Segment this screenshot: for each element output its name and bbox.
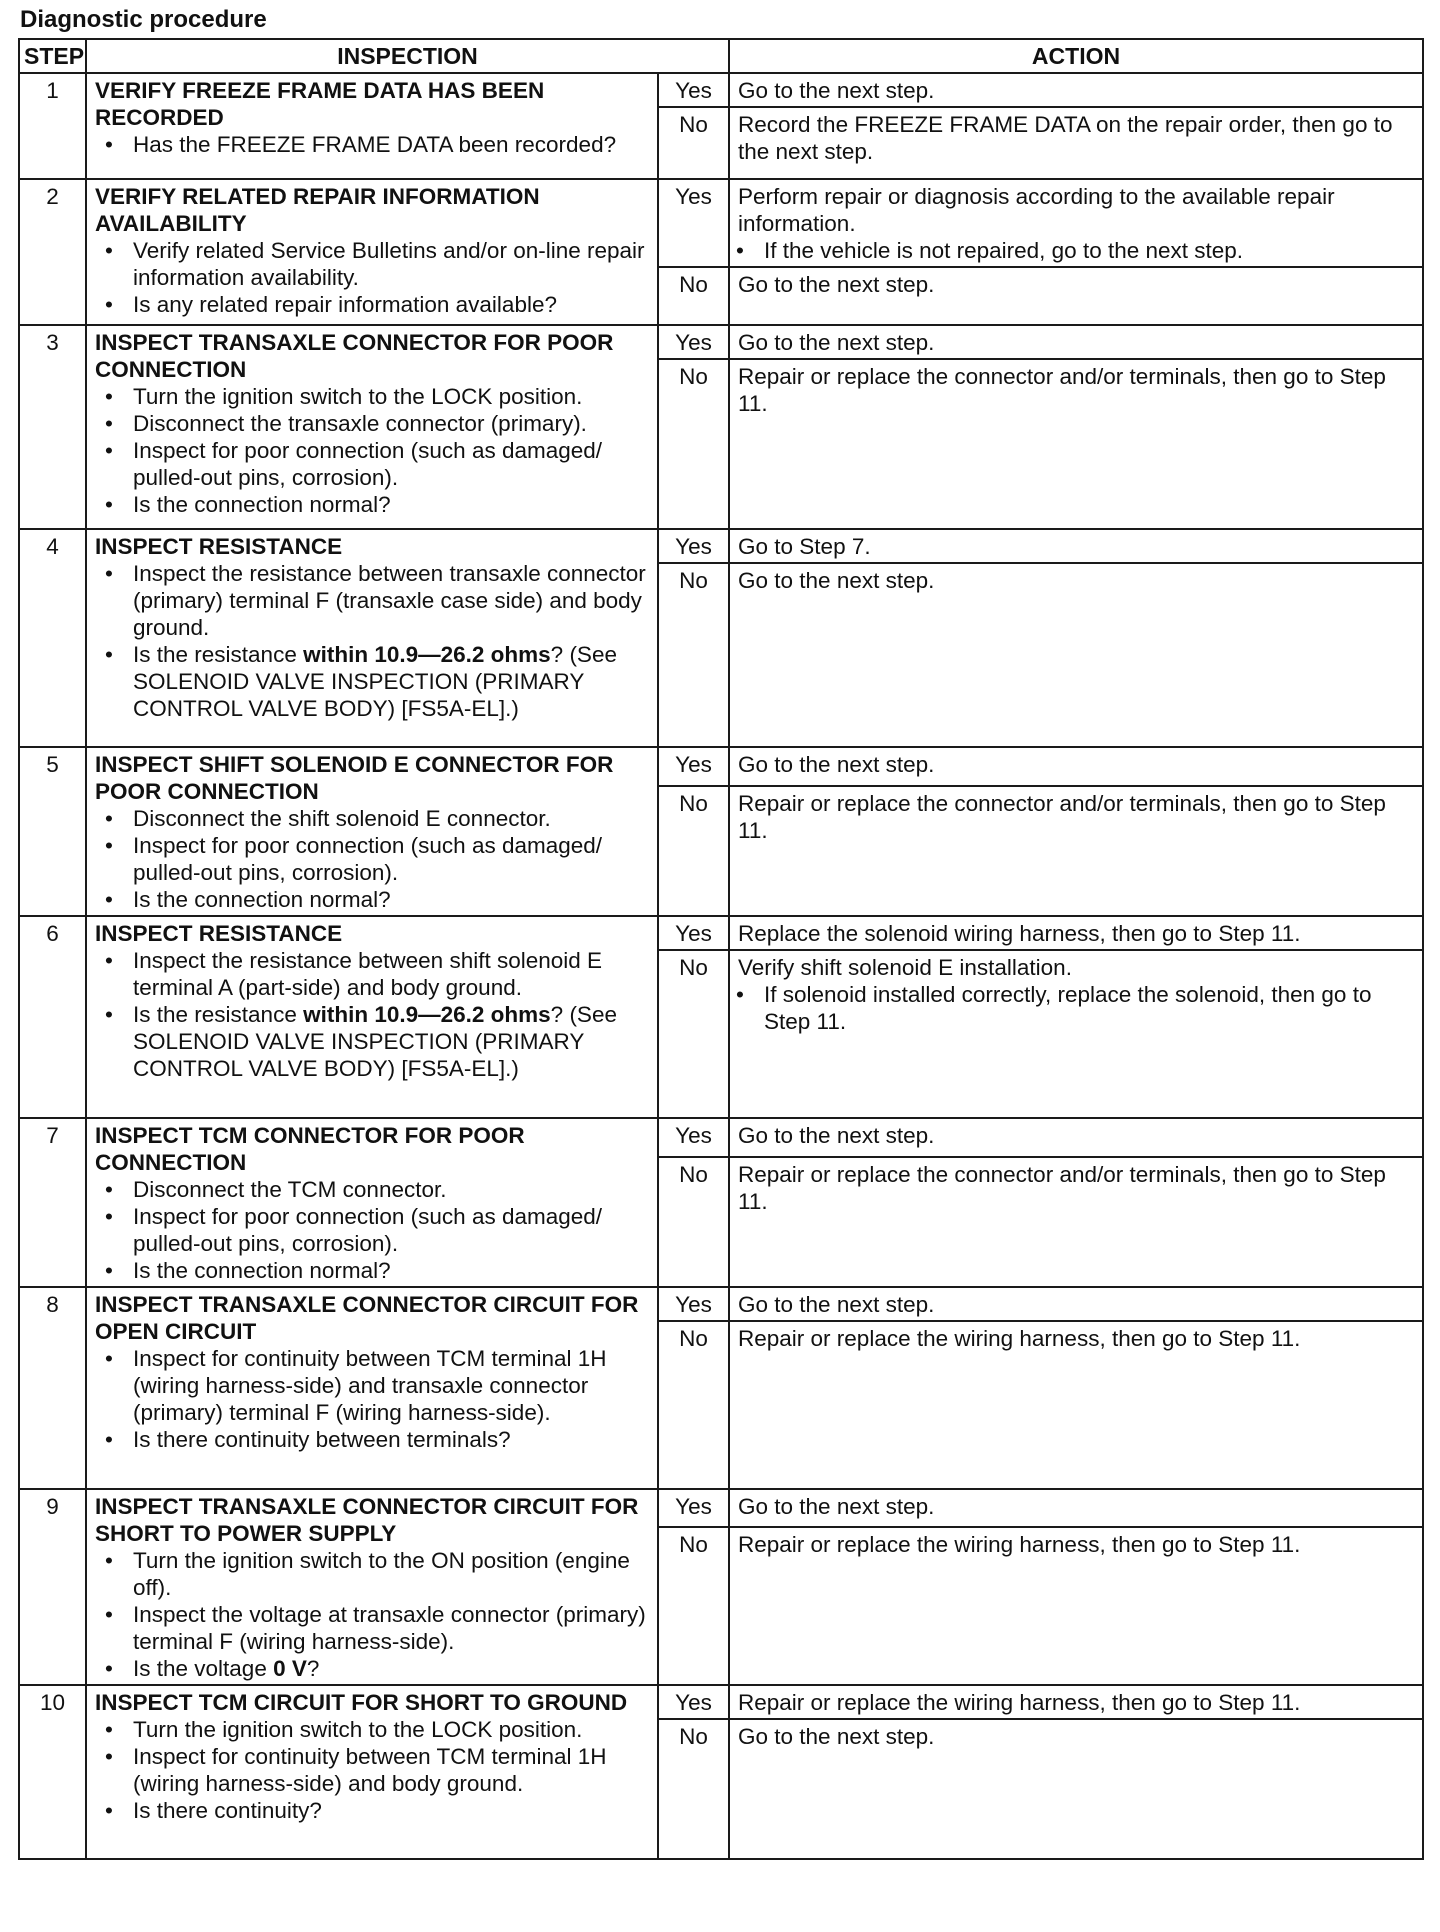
yes-action: Go to the next step. (729, 73, 1423, 107)
inspection-bullet (95, 641, 649, 722)
voltage-spec: 0 V (273, 1656, 307, 1681)
inspection-title: VERIFY RELATED REPAIR INFORMATION AVAILABILITY (95, 184, 540, 236)
bullet-text: Is the voltage (133, 1656, 274, 1681)
inspection-bullet: • Turn the ignition switch to the LOCK position. (95, 383, 649, 410)
inspection-bullet: • Turn the ignition switch to the LOCK position. (95, 1716, 649, 1743)
step-row (19, 179, 1423, 267)
header-step: STEP (19, 39, 86, 73)
inspection-title: INSPECT TRANSAXLE CONNECTOR CIRCUIT FOR OPEN CIRCUIT (95, 1292, 639, 1344)
inspection-title: INSPECT SHIFT SOLENOID E CONNECTOR FOR POOR CONNECTION (95, 752, 614, 804)
no-label: No (658, 950, 729, 1118)
no-label: No (658, 786, 729, 916)
inspection-bullet (95, 1001, 649, 1082)
resistance-spec: within 10.9—26.2 ohms (303, 1002, 551, 1027)
no-action: Record the FREEZE FRAME DATA on the repair order, then go to the next step. (729, 107, 1423, 179)
step-number: 4 (19, 529, 86, 747)
inspection-bullet: • Inspect for poor connection (such as damaged/ pulled-out pins, corrosion). (95, 1203, 649, 1257)
inspection-bullet: • Inspect the voltage at transaxle connector (primary) terminal F (wiring harness-side). (95, 1601, 649, 1655)
step-number: 3 (19, 325, 86, 529)
inspection-bullet (95, 1655, 649, 1682)
yes-label: Yes (658, 1685, 729, 1719)
diagnostic-table (18, 38, 1424, 1860)
yes-action-cell (729, 179, 1423, 267)
step-number: 6 (19, 916, 86, 1118)
step-row (19, 1118, 1423, 1157)
inspection-bullet: • Is there continuity? (95, 1797, 649, 1824)
inspection-bullet: • Has the FREEZE FRAME DATA been recorded? (95, 131, 649, 158)
reference-note: (See SOLENOID VALVE INSPECTION (PRIMARY CONTROL VALVE BODY) [FS5A-EL].) (133, 1002, 617, 1081)
step-number: 8 (19, 1287, 86, 1489)
step-row (19, 1489, 1423, 1527)
inspection-cell (86, 529, 658, 747)
bullet-text: Is the resistance (133, 1002, 304, 1027)
no-action: Repair or replace the connector and/or terminals, then go to Step 11. (729, 1157, 1423, 1287)
inspection-bullet: • Is the connection normal? (95, 1257, 649, 1284)
yes-label: Yes (658, 1118, 729, 1157)
inspection-cell (86, 1287, 658, 1489)
no-action: Repair or replace the connector and/or terminals, then go to Step 11. (729, 786, 1423, 916)
header-inspection: INSPECTION (86, 39, 729, 73)
inspection-cell (86, 916, 658, 1118)
step-row (19, 916, 1423, 950)
yes-action: Go to the next step. (729, 747, 1423, 786)
inspection-title: VERIFY FREEZE FRAME DATA HAS BEEN RECORDED (95, 78, 545, 130)
yes-label: Yes (658, 1287, 729, 1321)
no-action: Go to the next step. (729, 563, 1423, 747)
inspection-bullet: • Is the connection normal? (95, 491, 649, 518)
inspection-bullet: • Verify related Service Bulletins and/or on-line repair information availability. (95, 237, 649, 291)
yes-action: Perform repair or diagnosis according to the available repair information. (738, 184, 1335, 236)
reference-note: (See SOLENOID VALVE INSPECTION (PRIMARY CONTROL VALVE BODY) [FS5A-EL].) (133, 642, 617, 721)
bullet-text: ? (550, 1002, 564, 1027)
no-label: No (658, 267, 729, 325)
yes-label: Yes (658, 1489, 729, 1527)
no-label: No (658, 359, 729, 529)
step-row (19, 747, 1423, 786)
no-action: Go to the next step. (729, 1719, 1423, 1859)
step-number: 7 (19, 1118, 86, 1287)
step-row (19, 1287, 1423, 1321)
header-action: ACTION (729, 39, 1423, 73)
no-label: No (658, 1527, 729, 1685)
yes-label: Yes (658, 747, 729, 786)
inspection-title: INSPECT TCM CIRCUIT FOR SHORT TO GROUND (95, 1690, 628, 1715)
yes-label: Yes (658, 179, 729, 267)
no-label: No (658, 107, 729, 179)
yes-label: Yes (658, 916, 729, 950)
yes-label: Yes (658, 529, 729, 563)
page-title: Diagnostic procedure (20, 6, 267, 33)
yes-label: Yes (658, 325, 729, 359)
no-label: No (658, 1719, 729, 1859)
inspection-bullet: • Disconnect the transaxle connector (primary). (95, 410, 649, 437)
inspection-cell (86, 1118, 658, 1287)
inspection-bullet: • Inspect for poor connection (such as damaged/ pulled-out pins, corrosion). (95, 437, 649, 491)
yes-label: Yes (658, 73, 729, 107)
inspection-bullet: • Is there continuity between terminals? (95, 1426, 649, 1453)
step-number: 9 (19, 1489, 86, 1685)
action-bullet: • If solenoid installed correctly, replace the solenoid, then go to Step 11. (726, 981, 1414, 1035)
inspection-title: INSPECT RESISTANCE (95, 921, 343, 946)
step-number: 2 (19, 179, 86, 325)
yes-action: Replace the solenoid wiring harness, then go to Step 11. (729, 916, 1423, 950)
inspection-title: INSPECT RESISTANCE (95, 534, 343, 559)
inspection-bullet: • Inspect the resistance between transaxle connector (primary) terminal F (transaxle case side) and body ground. (95, 560, 649, 641)
yes-action: Go to the next step. (729, 1287, 1423, 1321)
inspection-title: INSPECT TRANSAXLE CONNECTOR FOR POOR CONNECTION (95, 330, 614, 382)
inspection-cell (86, 1489, 658, 1685)
inspection-cell (86, 325, 658, 529)
step-row (19, 529, 1423, 563)
step-number: 10 (19, 1685, 86, 1859)
inspection-title: INSPECT TCM CONNECTOR FOR POOR CONNECTION (95, 1123, 525, 1175)
no-label: No (658, 1157, 729, 1287)
no-action: Repair or replace the wiring harness, then go to Step 11. (729, 1527, 1423, 1685)
inspection-bullet: • Turn the ignition switch to the ON position (engine off). (95, 1547, 649, 1601)
inspection-bullet: • Is any related repair information available? (95, 291, 649, 318)
inspection-cell (86, 73, 658, 179)
step-row (19, 73, 1423, 107)
no-action: Repair or replace the wiring harness, then go to Step 11. (729, 1321, 1423, 1489)
step-row (19, 1685, 1423, 1719)
no-action: Go to the next step. (729, 267, 1423, 325)
step-number: 5 (19, 747, 86, 916)
bullet-text: ? (306, 1656, 320, 1681)
inspection-bullet: • Inspect for continuity between TCM terminal 1H (wiring harness-side) and body ground. (95, 1743, 649, 1797)
step-row (19, 325, 1423, 359)
yes-action: Go to the next step. (729, 325, 1423, 359)
inspection-bullet: • Disconnect the shift solenoid E connector. (95, 805, 649, 832)
inspection-cell (86, 179, 658, 325)
no-action-cell (729, 950, 1423, 1118)
yes-action: Go to the next step. (729, 1118, 1423, 1157)
inspection-cell (86, 747, 658, 916)
yes-action: Go to the next step. (729, 1489, 1423, 1527)
yes-action: Repair or replace the wiring harness, then go to Step 11. (729, 1685, 1423, 1719)
resistance-spec: within 10.9—26.2 ohms (303, 642, 551, 667)
no-label: No (658, 563, 729, 747)
header-row (19, 39, 1423, 73)
bullet-text: ? (550, 642, 564, 667)
inspection-bullet: • Disconnect the TCM connector. (95, 1176, 649, 1203)
action-bullet: • If the vehicle is not repaired, go to the next step. (726, 237, 1414, 264)
inspection-bullet: • Is the connection normal? (95, 886, 649, 913)
no-action: Repair or replace the connector and/or terminals, then go to Step 11. (729, 359, 1423, 529)
inspection-cell (86, 1685, 658, 1859)
step-number: 1 (19, 73, 86, 179)
inspection-bullet: • Inspect for continuity between TCM terminal 1H (wiring harness-side) and transaxle connector (primary) terminal F (wiring harness-side). (95, 1345, 649, 1426)
yes-action: Go to Step 7. (729, 529, 1423, 563)
bullet-text: Is the resistance (133, 642, 304, 667)
no-label: No (658, 1321, 729, 1489)
no-action: Verify shift solenoid E installation. (738, 955, 1072, 980)
inspection-bullet: • Inspect for poor connection (such as damaged/ pulled-out pins, corrosion). (95, 832, 649, 886)
inspection-bullet: • Inspect the resistance between shift solenoid E terminal A (part-side) and body ground. (95, 947, 649, 1001)
inspection-title: INSPECT TRANSAXLE CONNECTOR CIRCUIT FOR SHORT TO POWER SUPPLY (95, 1494, 639, 1546)
